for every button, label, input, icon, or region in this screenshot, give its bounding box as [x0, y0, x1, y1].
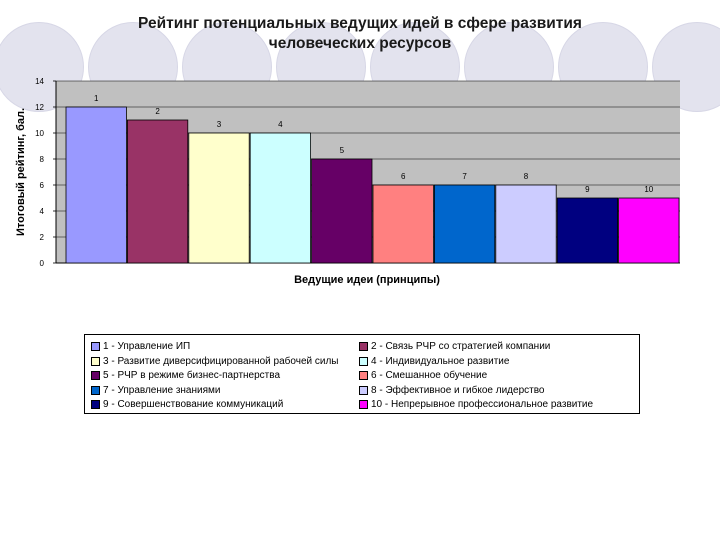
legend-swatch — [359, 400, 368, 409]
legend-item — [91, 398, 353, 412]
bar-data-label: 8 — [523, 172, 529, 181]
legend-swatch — [91, 357, 100, 366]
legend-swatch — [359, 386, 368, 395]
legend-item — [359, 369, 621, 383]
bar — [619, 198, 679, 263]
y-tick-label: 8 — [39, 155, 44, 164]
y-tick-label: 0 — [39, 259, 44, 268]
legend-label: 7 - Управление знаниями — [103, 384, 221, 396]
chart-legend — [84, 334, 640, 414]
legend-item — [359, 340, 621, 354]
y-tick-label: 6 — [39, 181, 44, 190]
bar — [312, 159, 372, 263]
bar-data-label: 1 — [93, 94, 99, 103]
legend-label: 8 - Эффективное и гибкое лидерство — [371, 384, 545, 396]
bar-data-label: 9 — [585, 185, 590, 194]
bar-data-label: 4 — [278, 120, 283, 129]
bar-data-label: 5 — [339, 146, 345, 155]
bar-data-label: 10 — [644, 185, 654, 194]
chart-title: Рейтинг потенциальных ведущих идей в сфере развития человеческих ресурсов — [138, 15, 582, 52]
bar — [250, 133, 310, 263]
legend-swatch — [91, 386, 100, 395]
legend-label: 3 - Развитие диверсифицированной рабочей силы — [103, 355, 339, 367]
legend-swatch — [91, 371, 100, 380]
legend-label: 5 - РЧР в режиме бизнес-партнерства — [103, 370, 281, 382]
bar-data-label: 7 — [462, 172, 467, 181]
bar-data-label: 2 — [155, 107, 160, 116]
legend-item — [91, 355, 353, 369]
legend-label: 6 - Смешанное обучение — [371, 370, 488, 382]
legend-label: 2 - Связь РЧР со стратегией компании — [371, 341, 551, 353]
legend-label: 4 - Индивидуальное развитие — [371, 355, 510, 367]
y-tick-label: 2 — [39, 233, 44, 242]
bar — [127, 120, 187, 263]
legend-swatch — [359, 342, 368, 351]
legend-label: 9 - Совершенствование коммуникаций — [103, 399, 284, 411]
legend-grid — [91, 340, 633, 412]
legend-swatch — [91, 400, 100, 409]
y-tick-label: 4 — [39, 207, 44, 216]
y-tick-label: 12 — [35, 103, 44, 112]
y-tick-label: 14 — [35, 77, 44, 86]
legend-swatch — [359, 371, 368, 380]
bar — [66, 107, 126, 263]
bar — [373, 185, 433, 263]
legend-item — [359, 355, 621, 369]
legend-item — [91, 340, 353, 354]
bar-data-label: 6 — [400, 172, 406, 181]
x-axis-title: Ведущие идеи (принципы) — [294, 274, 440, 286]
bar — [189, 133, 249, 263]
y-axis-title: Итоговый рейтинг, бал. — [15, 107, 27, 237]
legend-swatch — [91, 342, 100, 351]
legend-item — [91, 369, 353, 383]
legend-label: 10 - Непрерывное профессиональное развитие — [371, 399, 594, 411]
bar — [557, 198, 617, 263]
legend-item — [359, 398, 621, 412]
legend-label: 1 - Управление ИП — [103, 341, 191, 353]
bar-data-label: 3 — [216, 120, 222, 129]
legend-item — [91, 384, 353, 398]
bar — [434, 185, 494, 263]
legend-swatch — [359, 357, 368, 366]
y-tick-label: 10 — [35, 129, 44, 138]
legend-item — [359, 384, 621, 398]
bar — [496, 185, 556, 263]
